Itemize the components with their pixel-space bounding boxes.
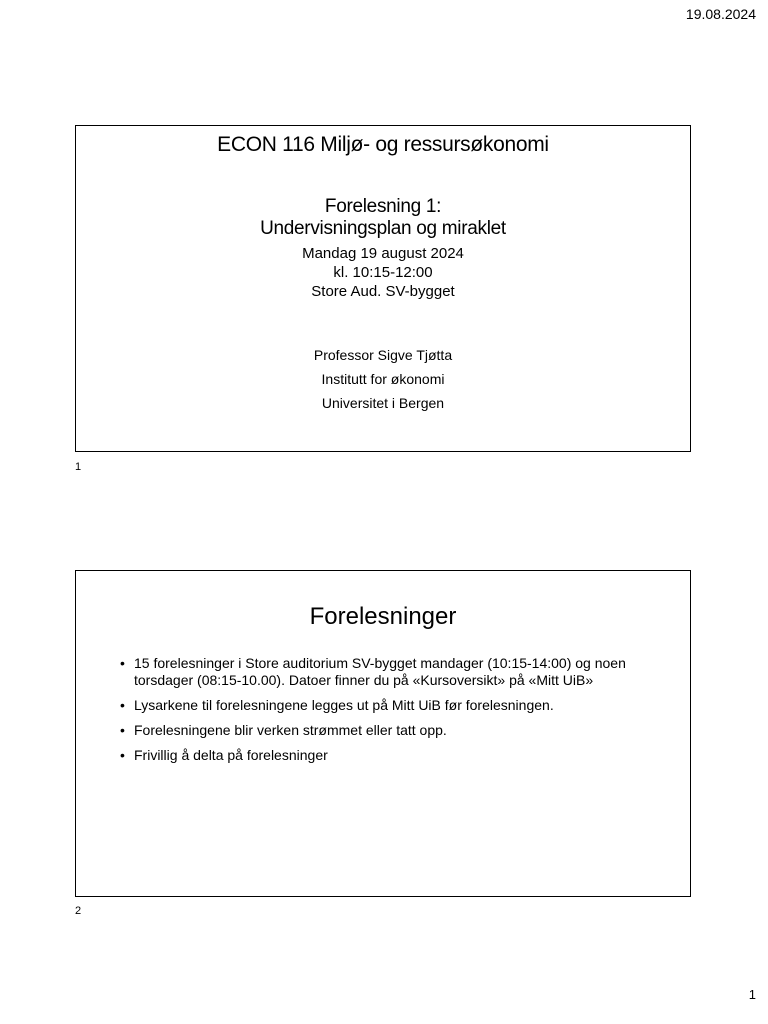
page-date: 19.08.2024 [685, 6, 756, 22]
bullet-icon: • [120, 697, 125, 713]
course-title: ECON 116 Miljø- og ressursøkonomi [217, 133, 549, 156]
lecture-title [76, 196, 690, 240]
bullet-icon: • [120, 722, 125, 738]
list-item [120, 697, 660, 714]
list-item-text: 15 forelesninger i Store auditorium SV-bygget mandager (10:15-14:00) og noen torsdager (08:15-10.00). Datoer finner du på «Kursoversikt» på «Mitt UiB» [134, 655, 626, 688]
lecturer-university: Universitet i Bergen [321, 395, 445, 411]
slide-2 [75, 570, 691, 897]
list-item-text: Lysarkene til forelesningene legges ut på Mitt UiB før forelesningen. [134, 697, 554, 713]
list-item [120, 747, 660, 764]
page-number: 1 [748, 987, 756, 1002]
lecturer-name: Professor Sigve Tjøtta [313, 347, 453, 363]
list-item [120, 655, 660, 689]
bullet-icon: • [120, 655, 125, 671]
list-item-text: Frivillig å delta på forelesninger [134, 747, 328, 763]
lecture-location: Store Aud. SV-bygget [311, 283, 455, 300]
lecturer-info [76, 343, 690, 415]
lecture-time: kl. 10:15-12:00 [333, 264, 433, 281]
slide-title: Forelesninger [309, 603, 457, 630]
lecture-date: Mandag 19 august 2024 [302, 245, 464, 262]
list-item [120, 722, 660, 739]
slide-number-1: 1 [75, 461, 82, 473]
lecture-title-line-1: Forelesning 1: [324, 196, 442, 217]
slide-1 [75, 125, 691, 452]
bullet-list [120, 655, 660, 772]
slide-number-2: 2 [75, 905, 82, 917]
lecturer-institute: Institutt for økonomi [321, 371, 445, 387]
lecture-title-line-2: Undervisningsplan og miraklet [260, 218, 506, 239]
bullet-icon: • [120, 747, 125, 763]
lecture-details [76, 244, 690, 301]
list-item-text: Forelesningene blir verken strømmet eller tatt opp. [134, 722, 447, 738]
